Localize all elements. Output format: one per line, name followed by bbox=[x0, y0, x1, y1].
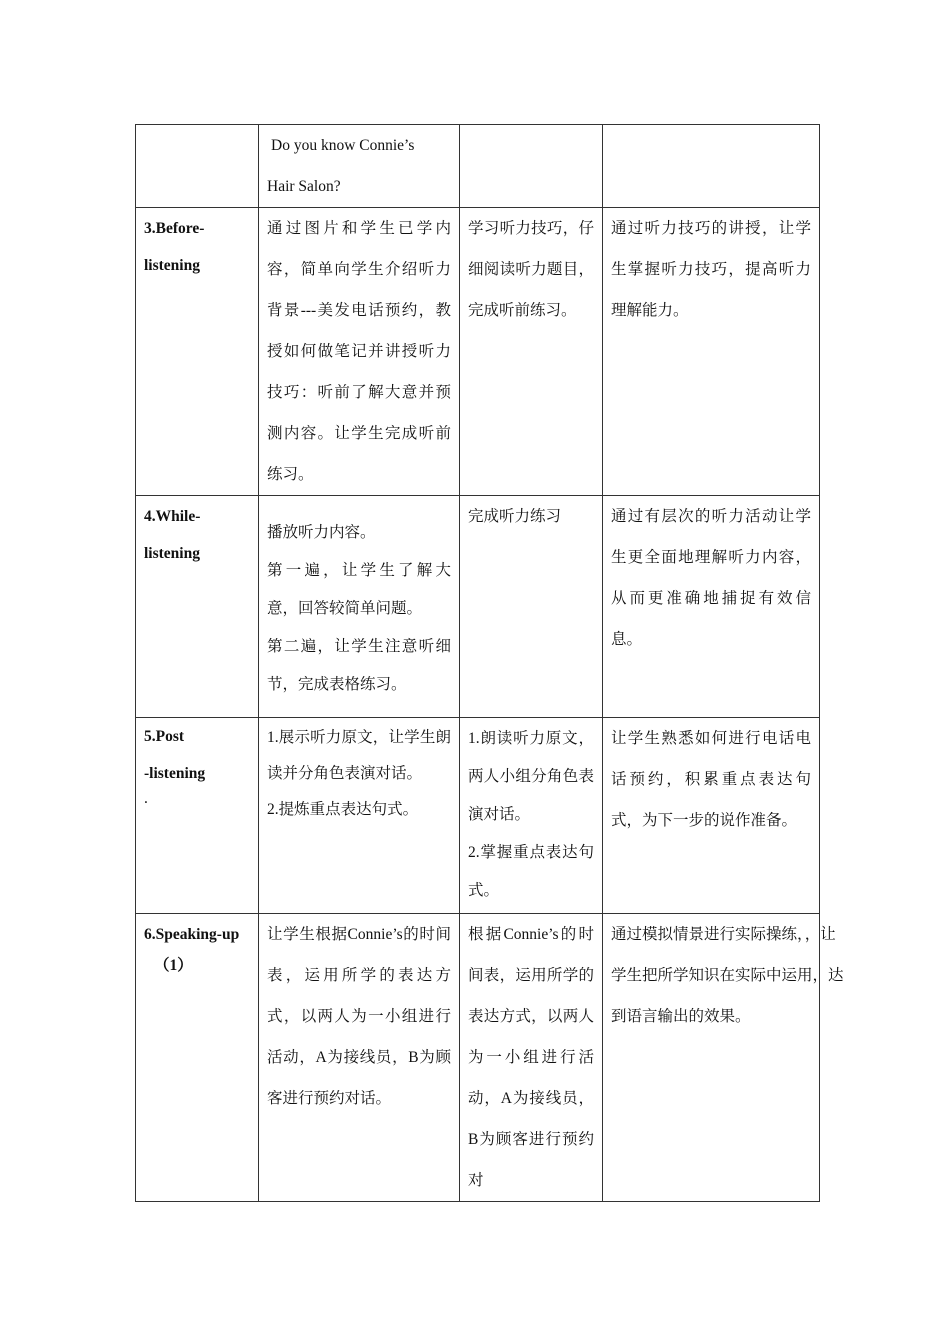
purpose-text-line: 通过模拟情景进行实际操练，，让 bbox=[611, 926, 836, 943]
teacher-text-line: 第一遍，让学生了解大意，回答较简单问题。 bbox=[267, 562, 451, 617]
stage-label: -listening bbox=[144, 765, 206, 782]
table-row bbox=[136, 125, 820, 208]
stage-cell bbox=[136, 914, 259, 1202]
stage-cell bbox=[136, 208, 259, 496]
purpose-text: 通过有层次的听力活动让学生更全面地理解听力内容，从而更准确地捕捉有效信息。 bbox=[611, 508, 811, 648]
student-text: 根据Connie’s的时间表，运用所学的表达方式，以两人为一小组进行活动，A为接线员，B为顾客进行预约对 bbox=[468, 926, 594, 1189]
stage-label: . bbox=[144, 790, 148, 807]
teacher-text-line: 2.提炼重点表达句式。 bbox=[267, 801, 419, 818]
teacher-activity-cell bbox=[259, 208, 460, 496]
stage-cell bbox=[136, 496, 259, 718]
purpose-text: 通过听力技巧的讲授，让学生掌握听力技巧，提高听力理解能力。 bbox=[611, 220, 811, 319]
teacher-activity-cell bbox=[259, 496, 460, 718]
stage-label: 3.Before- bbox=[144, 220, 205, 237]
teacher-activity-cell bbox=[259, 718, 460, 914]
table-row bbox=[136, 208, 820, 496]
purpose-cell bbox=[603, 914, 844, 1202]
purpose-cell bbox=[603, 208, 820, 496]
student-text: 学习听力技巧，仔细阅读听力题目，完成听前练习。 bbox=[468, 220, 594, 319]
lesson-plan-table bbox=[135, 124, 844, 1202]
teacher-text-line: Do you know Connie’s bbox=[271, 137, 415, 154]
student-activity-cell bbox=[460, 914, 603, 1202]
table-row bbox=[136, 496, 820, 718]
teacher-text-line: 播放听力内容。 bbox=[267, 524, 376, 541]
teacher-activity-cell bbox=[259, 125, 460, 208]
purpose-text-line: 学生把所学知识在实际中运用，达 bbox=[611, 967, 844, 984]
teacher-text: 通过图片和学生已学内容，简单向学生介绍听力背景---美发电话预约，教授如何做笔记并讲授听力技巧：听前了解大意并预测内容。让学生完成听前练习。 bbox=[267, 220, 451, 483]
purpose-text: 让学生熟悉如何进行电话电话预约，积累重点表达句式，为下一步的说作准备。 bbox=[611, 730, 811, 829]
student-activity-cell bbox=[460, 125, 603, 208]
teacher-activity-cell bbox=[259, 914, 460, 1202]
stage-cell bbox=[136, 125, 259, 208]
stage-label: listening bbox=[144, 257, 200, 274]
stage-label: listening bbox=[144, 545, 200, 562]
stage-label: 4.While- bbox=[144, 508, 201, 525]
student-text-line: 2.掌握重点表达句式。 bbox=[468, 844, 594, 899]
purpose-cell bbox=[603, 496, 820, 718]
stage-label: 6.Speaking-up bbox=[144, 926, 240, 943]
student-activity-cell bbox=[460, 718, 603, 914]
stage-label: （1） bbox=[154, 957, 193, 974]
student-text: 完成听力练习 bbox=[468, 508, 562, 525]
purpose-text-line: 到语言输出的效果。 bbox=[611, 1008, 751, 1025]
table-row bbox=[136, 914, 820, 1202]
purpose-cell bbox=[603, 718, 820, 914]
teacher-text: 让学生根据Connie’s的时间表，运用所学的表达方式，以两人为一小组进行活动，A为接线员，B为顾客进行预约对话。 bbox=[267, 926, 451, 1107]
student-activity-cell bbox=[460, 496, 603, 718]
stage-label: 5.Post bbox=[144, 728, 185, 745]
student-text-line: 1.朗读听力原文，两人小组分角色表演对话。 bbox=[468, 730, 594, 823]
teacher-text-line: 1.展示听力原文，让学生朗读并分角色表演对话。 bbox=[267, 729, 451, 782]
student-activity-cell bbox=[460, 208, 603, 496]
purpose-cell bbox=[603, 125, 820, 208]
stage-cell bbox=[136, 718, 259, 914]
teacher-text-line: Hair Salon? bbox=[267, 178, 341, 195]
table-row bbox=[136, 718, 820, 914]
teacher-text-line: 第二遍，让学生注意听细节，完成表格练习。 bbox=[267, 638, 451, 693]
